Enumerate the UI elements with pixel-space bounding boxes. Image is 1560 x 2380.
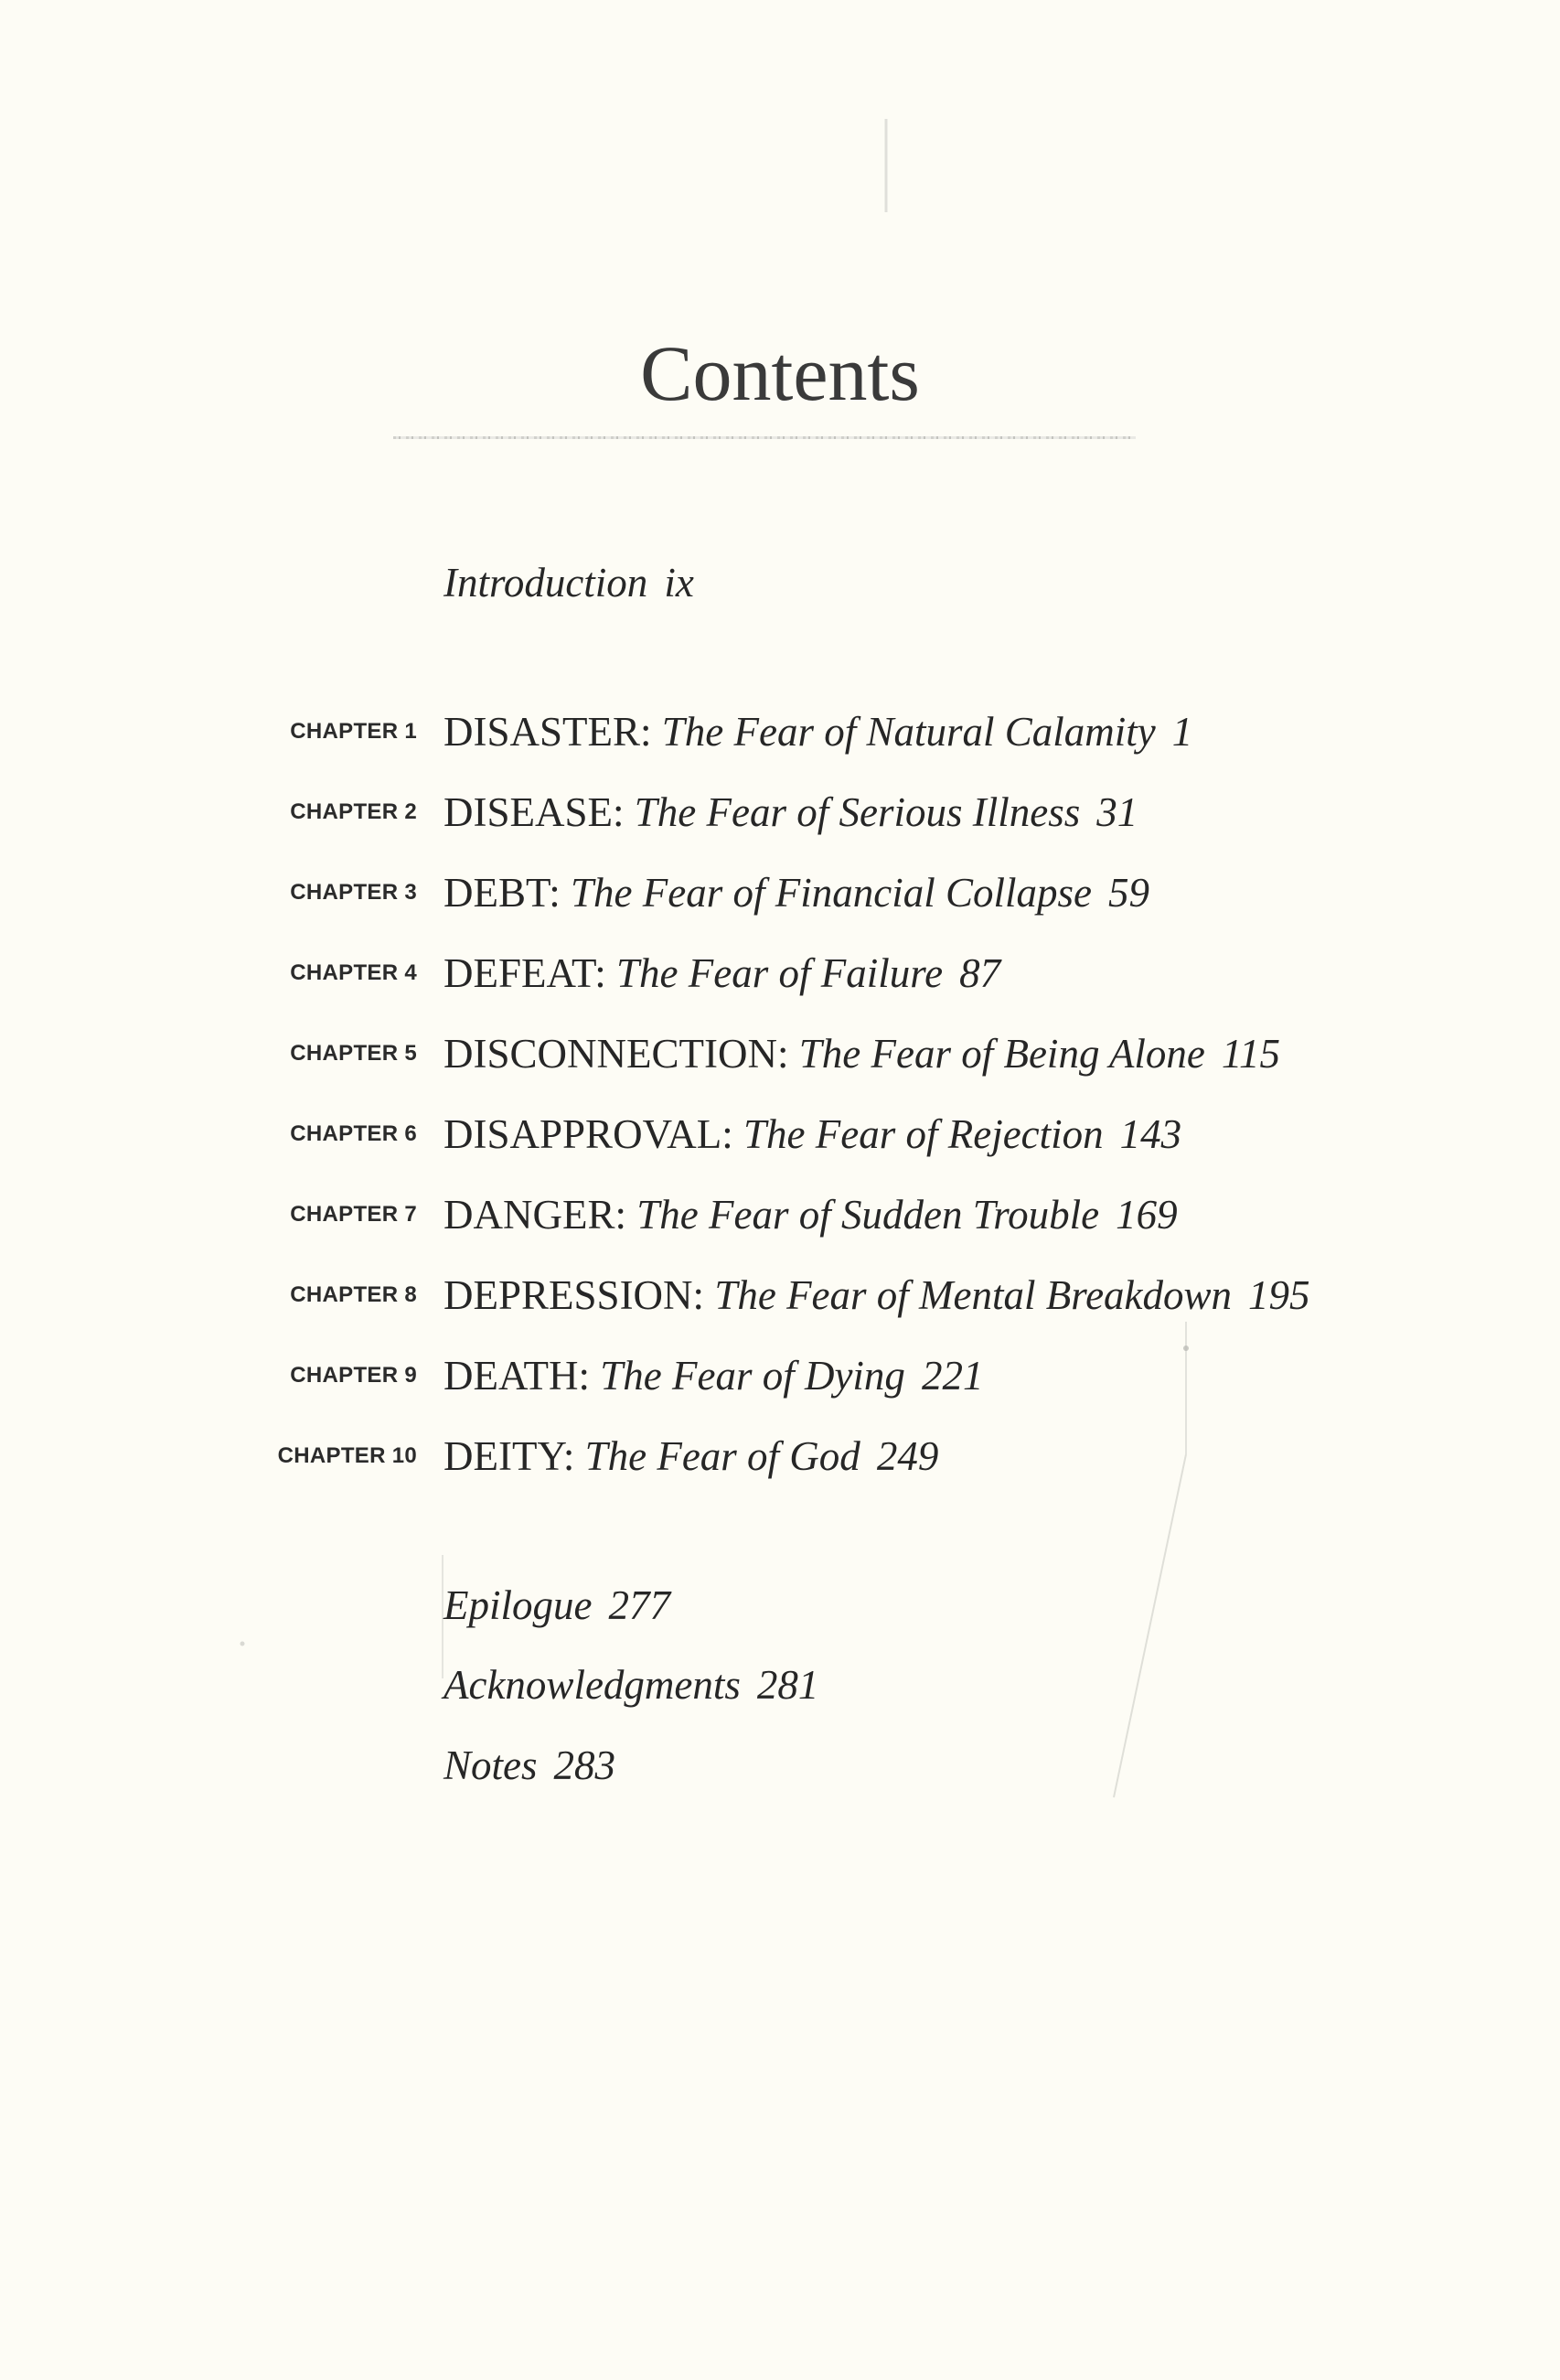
entry-page-number: 31 (1096, 789, 1138, 835)
toc-chapter-4[interactable] (0, 946, 1560, 1001)
toc-chapter-2[interactable] (0, 785, 1560, 840)
toc-entry-introduction[interactable] (0, 555, 1560, 610)
toc-entry-acknowledgments[interactable] (0, 1657, 1560, 1712)
entry-text (443, 1026, 1280, 1081)
entry-title: Notes (443, 1742, 538, 1788)
chapter-title: DISCONNECTION: (443, 1031, 789, 1077)
entry-text (443, 1348, 983, 1403)
chapter-subtitle: The Fear of Sudden Trouble (636, 1192, 1100, 1238)
entry-text (443, 555, 694, 610)
chapter-label: CHAPTER 3 (290, 880, 417, 905)
toc-chapter-1[interactable] (0, 704, 1560, 759)
entry-title: Epilogue (443, 1582, 593, 1628)
entry-text (443, 785, 1138, 840)
chapter-label: CHAPTER 7 (290, 1202, 417, 1227)
entry-text (443, 1187, 1178, 1242)
chapter-title: DEPRESSION: (443, 1272, 705, 1318)
entry-page-number: 283 (553, 1742, 616, 1788)
entry-page-number: 143 (1119, 1111, 1182, 1157)
chapter-label: CHAPTER 2 (290, 799, 417, 824)
chapter-title: DEITY: (443, 1433, 575, 1479)
chapter-subtitle: The Fear of Failure (616, 950, 944, 996)
chapter-label: CHAPTER 5 (290, 1041, 417, 1066)
entry-text (443, 1578, 670, 1633)
entry-text (443, 946, 1000, 1001)
entry-text (443, 704, 1192, 759)
chapter-label: CHAPTER 9 (290, 1363, 417, 1388)
chapter-subtitle: The Fear of Financial Collapse (571, 870, 1092, 916)
chapter-title: DEFEAT: (443, 950, 606, 996)
chapter-label: CHAPTER 4 (290, 960, 417, 985)
toc-entry-notes[interactable] (0, 1738, 1560, 1793)
chapter-title: DANGER: (443, 1192, 626, 1238)
toc-chapter-5[interactable] (0, 1026, 1560, 1081)
toc-chapter-8[interactable] (0, 1268, 1560, 1323)
toc-chapter-9[interactable] (0, 1348, 1560, 1403)
chapter-subtitle: The Fear of Serious Illness (634, 789, 1081, 835)
chapter-label: CHAPTER 8 (290, 1282, 417, 1307)
entry-text (443, 1429, 938, 1484)
chapter-title: DISEASE: (443, 789, 625, 835)
entry-page-number: 87 (959, 950, 1001, 996)
entry-page-number: 1 (1171, 709, 1193, 755)
entry-page-number: ix (664, 560, 694, 606)
entry-page-number: 59 (1107, 870, 1149, 916)
toc-chapter-10[interactable] (0, 1429, 1560, 1484)
chapter-title: DEBT: (443, 870, 561, 916)
chapter-title: DISAPPROVAL: (443, 1111, 733, 1157)
entry-title: Introduction (443, 560, 648, 606)
chapter-subtitle: The Fear of Being Alone (798, 1031, 1205, 1077)
chapter-subtitle: The Fear of God (584, 1433, 860, 1479)
heading-divider (393, 436, 1136, 439)
entry-text (443, 1268, 1310, 1323)
chapter-title: DISASTER: (443, 709, 652, 755)
chapter-title: DEATH: (443, 1353, 590, 1399)
toc-entry-epilogue[interactable] (0, 1578, 1560, 1633)
toc-chapter-6[interactable] (0, 1107, 1560, 1162)
entry-page-number: 115 (1221, 1031, 1281, 1077)
chapter-subtitle: The Fear of Mental Breakdown (714, 1272, 1233, 1318)
entry-page-number: 277 (608, 1582, 670, 1628)
entry-text (443, 865, 1149, 920)
entry-title: Acknowledgments (443, 1662, 741, 1708)
toc-chapter-7[interactable] (0, 1187, 1560, 1242)
entry-page-number: 195 (1248, 1272, 1310, 1318)
entry-text (443, 1657, 818, 1712)
toc-chapter-3[interactable] (0, 865, 1560, 920)
entry-page-number: 169 (1116, 1192, 1178, 1238)
chapter-subtitle: The Fear of Rejection (743, 1111, 1104, 1157)
chapter-label: CHAPTER 1 (290, 719, 417, 744)
chapter-subtitle: The Fear of Natural Calamity (661, 709, 1156, 755)
entry-page-number: 281 (756, 1662, 819, 1708)
chapter-subtitle: The Fear of Dying (600, 1353, 905, 1399)
entry-page-number: 249 (876, 1433, 939, 1479)
entry-text (443, 1107, 1181, 1162)
chapter-label: CHAPTER 6 (290, 1121, 417, 1146)
chapter-label: CHAPTER 10 (277, 1443, 417, 1468)
page-title: Contents (640, 329, 920, 417)
entry-page-number: 221 (921, 1353, 984, 1399)
entry-text (443, 1738, 615, 1793)
